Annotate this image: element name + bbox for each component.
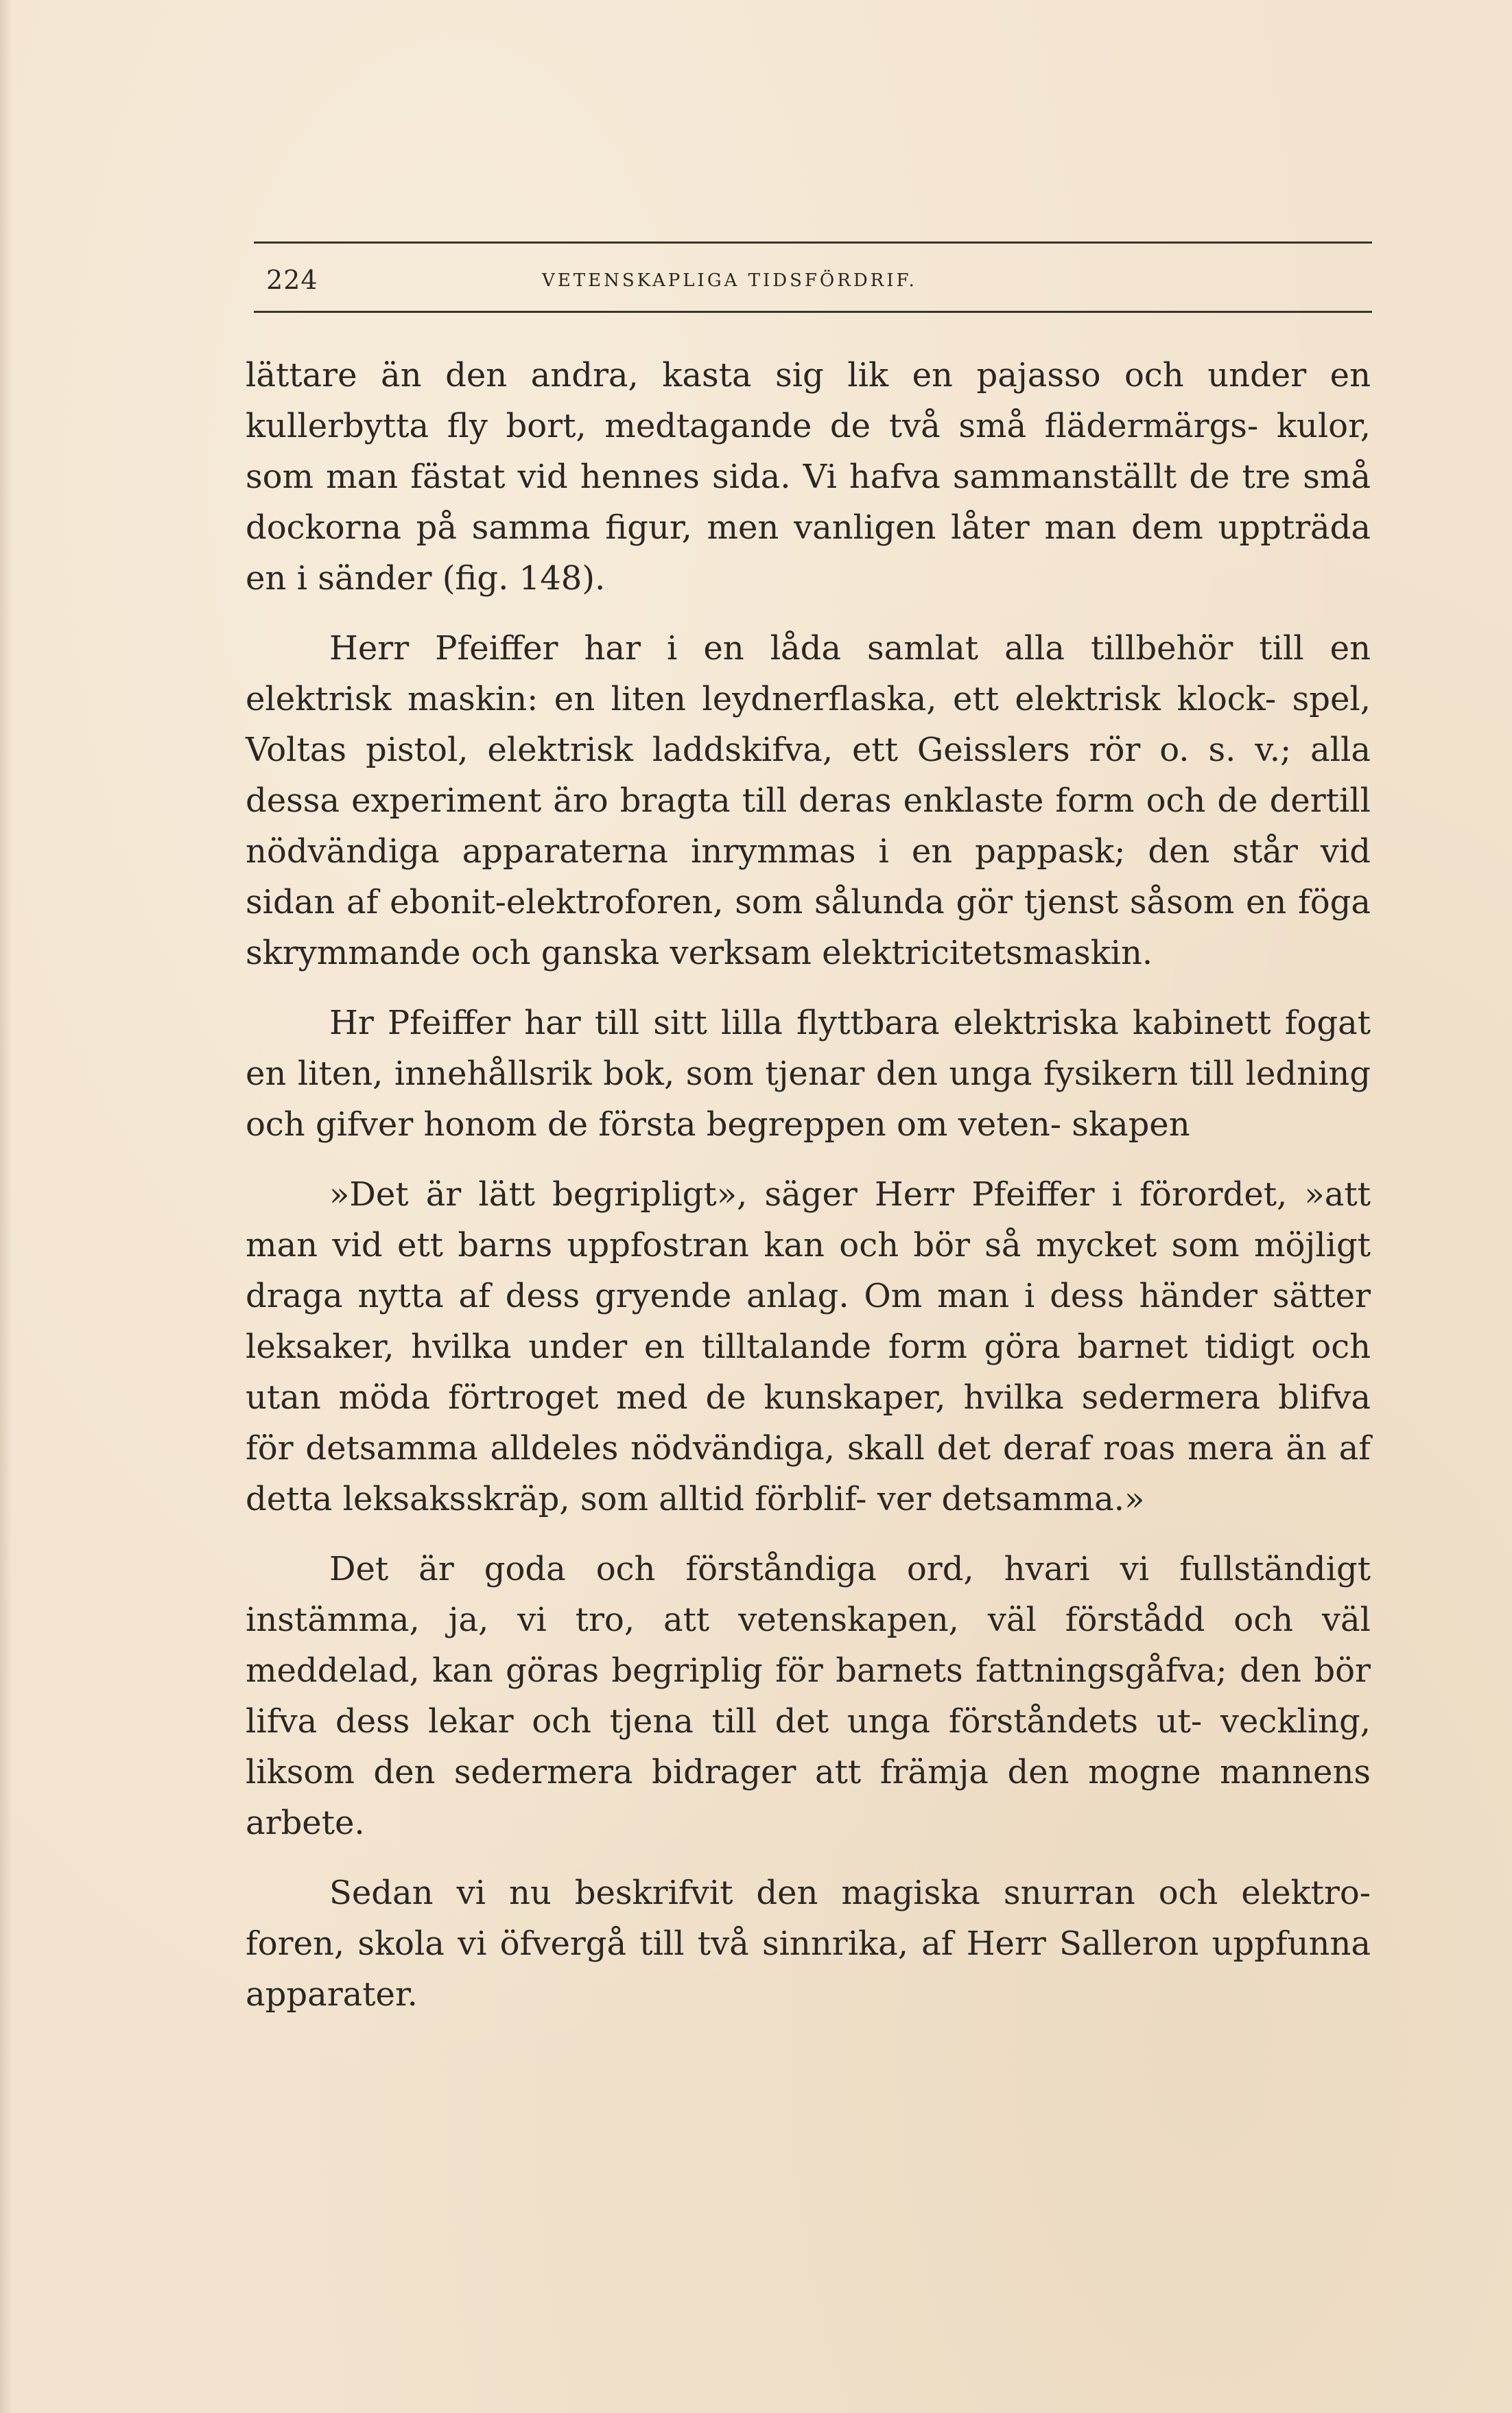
page-header xyxy=(254,242,1372,313)
paragraph-5: Det är goda och förståndiga ord, hvari vi fullständigt instämma, ja, vi tro, att vetenskapen, väl förstådd och väl meddelad, kan göras begriplig för barnets fattningsgåfva; den bör lifva dess lekar och tjena till det unga förståndets ut- veckling, liksom den sedermera bidrager att främja den mogne mannens arbete. xyxy=(246,1550,1371,1842)
body-text xyxy=(246,350,1371,2039)
header-rule-top xyxy=(254,242,1372,244)
page-edge-shadow xyxy=(0,0,12,2413)
paragraph-2: Herr Pfeiffer har i en låda samlat alla tillbehör till en elektrisk maskin: en liten leydnerflaska, ett elektrisk klock- spel, Voltas pistol, elektrisk laddskifva, ett Geisslers rör o. s. v.; alla dessa experiment äro bragta till deras enklaste form och de dertill nödvändiga apparaterna inrymmas i en pappask; den står vid sidan af ebonit-elektroforen, som sålunda gör tjenst såsom en föga skrymmande och ganska verksam elektricitetsmaskin. xyxy=(246,629,1371,972)
running-head: VETENSKAPLIGA TIDSFÖRDRIF. xyxy=(542,270,917,291)
paragraph-3: Hr Pfeiffer har till sitt lilla flyttbara elektriska kabinett fogat en liten, innehållsrik bok, som tjenar den unga fysikern till ledning och gifver honom de första begreppen om veten- skapen xyxy=(246,1004,1371,1144)
paragraph-6: Sedan vi nu beskrifvit den magiska snurran och elektro- foren, skola vi öfvergå till två sinnrika, af Herr Salleron uppfunna apparater. xyxy=(246,1874,1371,2014)
header-rule-bottom xyxy=(254,311,1372,313)
page-number: 224 xyxy=(266,265,318,295)
paragraph-4: »Det är lätt begripligt», säger Herr Pfeiffer i förordet, »att man vid ett barns uppfostran kan och bör så mycket som möjligt draga nytta af dess gryende anlag. Om man i dess händer sätter leksaker, hvilka under en tilltalande form göra barnet tidigt och utan möda förtroget med de kunskaper, hvilka sedermera blifva för detsamma alldeles nödvändiga, skall det deraf roas mera än af detta leksaksskräp, som alltid förblif- ver detsamma.» xyxy=(246,1175,1371,1518)
paragraph-1: lättare än den andra, kasta sig lik en pajasso och under en kullerbytta fly bort, medtagande de två små flädermärgs- kulor, som man fästat vid hennes sida. Vi hafva sammanställt de tre små dockorna på samma figur, men vanligen låter man dem uppträda en i sänder (fig. 148). xyxy=(246,356,1371,598)
